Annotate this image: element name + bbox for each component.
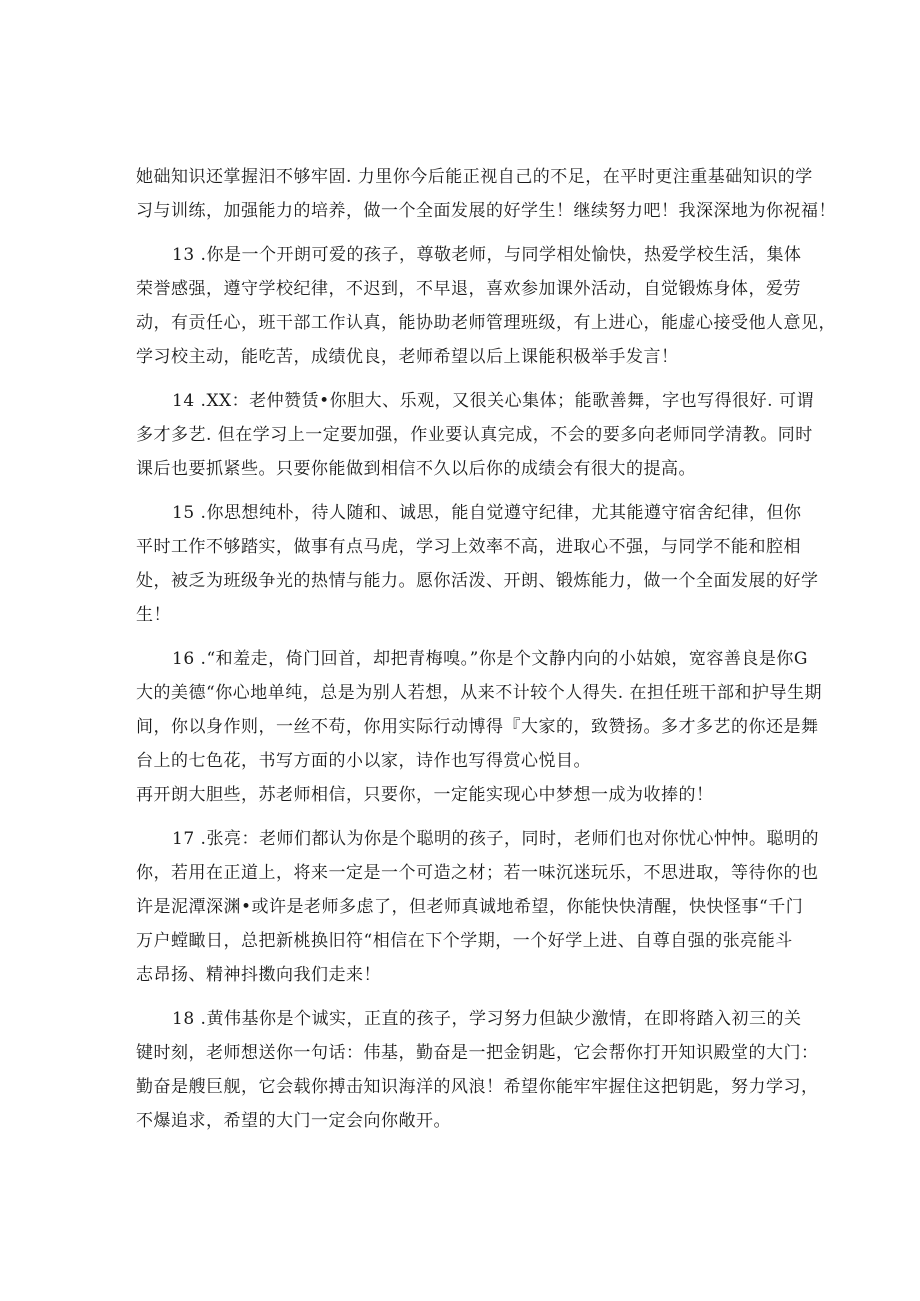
paragraph-15-start: 15 .你思想纯朴，待人随和、诚思，能自觉遵守纪律，尤其能遵守宿舍纪律，但你	[172, 503, 802, 523]
text-line: 习与训练，加强能力的培养，做一个全面发展的好学生！继续努力吧！我深深地为你祝福！	[136, 201, 836, 221]
paragraph-16-start: 16 .“和羞走，倚门回首，却把青梅嗅。”你是个文静内向的小姑娘，宽容善良是你G	[172, 649, 808, 669]
text-line: 荣誉感强，遵守学校纪律，不迟到，不早退，喜欢参加课外活动，自觉锻炼身体，爱劳	[136, 279, 801, 299]
text-line: 万户螳瞰日，总把新桃换旧符“相信在下个学期，一个好学上进、自尊自强的张亮能斗	[136, 931, 793, 951]
text-line: 她础知识还掌握汨不够牢固. 力里你今后能正视自己的不足，在平时更注重基础知识的学	[136, 167, 813, 187]
text-line: 动，有贡任心，班干部工作认真，能协助老师管理班级，有上进心，能虚心接受他人意见，	[136, 313, 836, 333]
text-line: 勤奋是艘巨舰，它会载你搏击知识海洋的风浪！希望你能牢牢握住这把钥匙，努力学习，	[136, 1077, 819, 1097]
text-line: 生！	[136, 605, 171, 625]
text-line: 志昂扬、精神抖擞向我们走来！	[136, 965, 381, 985]
text-line: 学习校主动，能吃苦，成绩优良，老师希望以后上课能积极举手发言！	[136, 347, 679, 367]
text-line: 大的美德“你心地单纯，总是为别人若想，从来不计较个人得失. 在担任班干部和护导生期	[136, 683, 822, 703]
text-line: 间，你以身作则，一丝不苟，你用实际行动博得『大家的，致赞扬。多才多艺的你还是舞	[136, 717, 819, 737]
text-line: 平时工作不够踏实，做事有点马虎，学习上效率不高，进取心不强，与同学不能和腔相	[136, 537, 801, 557]
text-line: 不爆追求，希望的大门一定会向你敞开。	[136, 1111, 451, 1131]
text-line: 多才多艺. 但在学习上一定要加强，作业要认真完成，不会的要多向老师同学清教。同时	[136, 425, 813, 445]
text-line: 键时刻，老师想送你一句话：伟基，勤奋是一把金钥匙，它会帮你打开知识殿堂的大门：	[136, 1043, 819, 1063]
text-line: 再开朗大胆些，苏老师相信，只要你，一定能实现心中梦想一成为收捧的！	[136, 785, 714, 805]
text-line: 台上的七色花，书写方面的小以家，诗作也写得赏心悦目。	[136, 751, 591, 771]
text-line: 处，被乏为班级争光的热情与能力。愿你活泼、开朗、锻炼能力，做一个全面发展的好学	[136, 571, 819, 591]
document-page	[136, 160, 836, 1138]
paragraph-17-start: 17 .张亮：老师们都认为你是个聪明的孩子，同时，老师们也对你忧心忡忡。聪明的	[172, 829, 819, 849]
paragraph-14-start: 14 .XX：老仲赞赁•你胆大、乐观，又很关心集体；能歌善舞，字也写得很好. 可谓	[172, 391, 814, 411]
text-line: 你，若用在正道上，将来一定是一个可造之材；若一味沉迷玩乐，不思进取，等待你的也	[136, 863, 819, 883]
paragraph-13-start: 13 .你是一个开朗可爱的孩子，尊敬老师，与同学相处愉快，热爱学校生活，集体	[172, 245, 802, 265]
text-line: 课后也要抓紧些。只要你能做到相信不久以后你的成绩会有很大的提高。	[136, 459, 696, 479]
text-line: 许是泥潭深渊•或许是老师多虑了，但老师真诚地希望，你能快快清醒，快快怪事“千门	[136, 897, 804, 917]
paragraph-18-start: 18 .黄伟基你是个诚实，正直的孩子，学习努力但缺少激情，在即将踏入初三的关	[172, 1009, 802, 1029]
